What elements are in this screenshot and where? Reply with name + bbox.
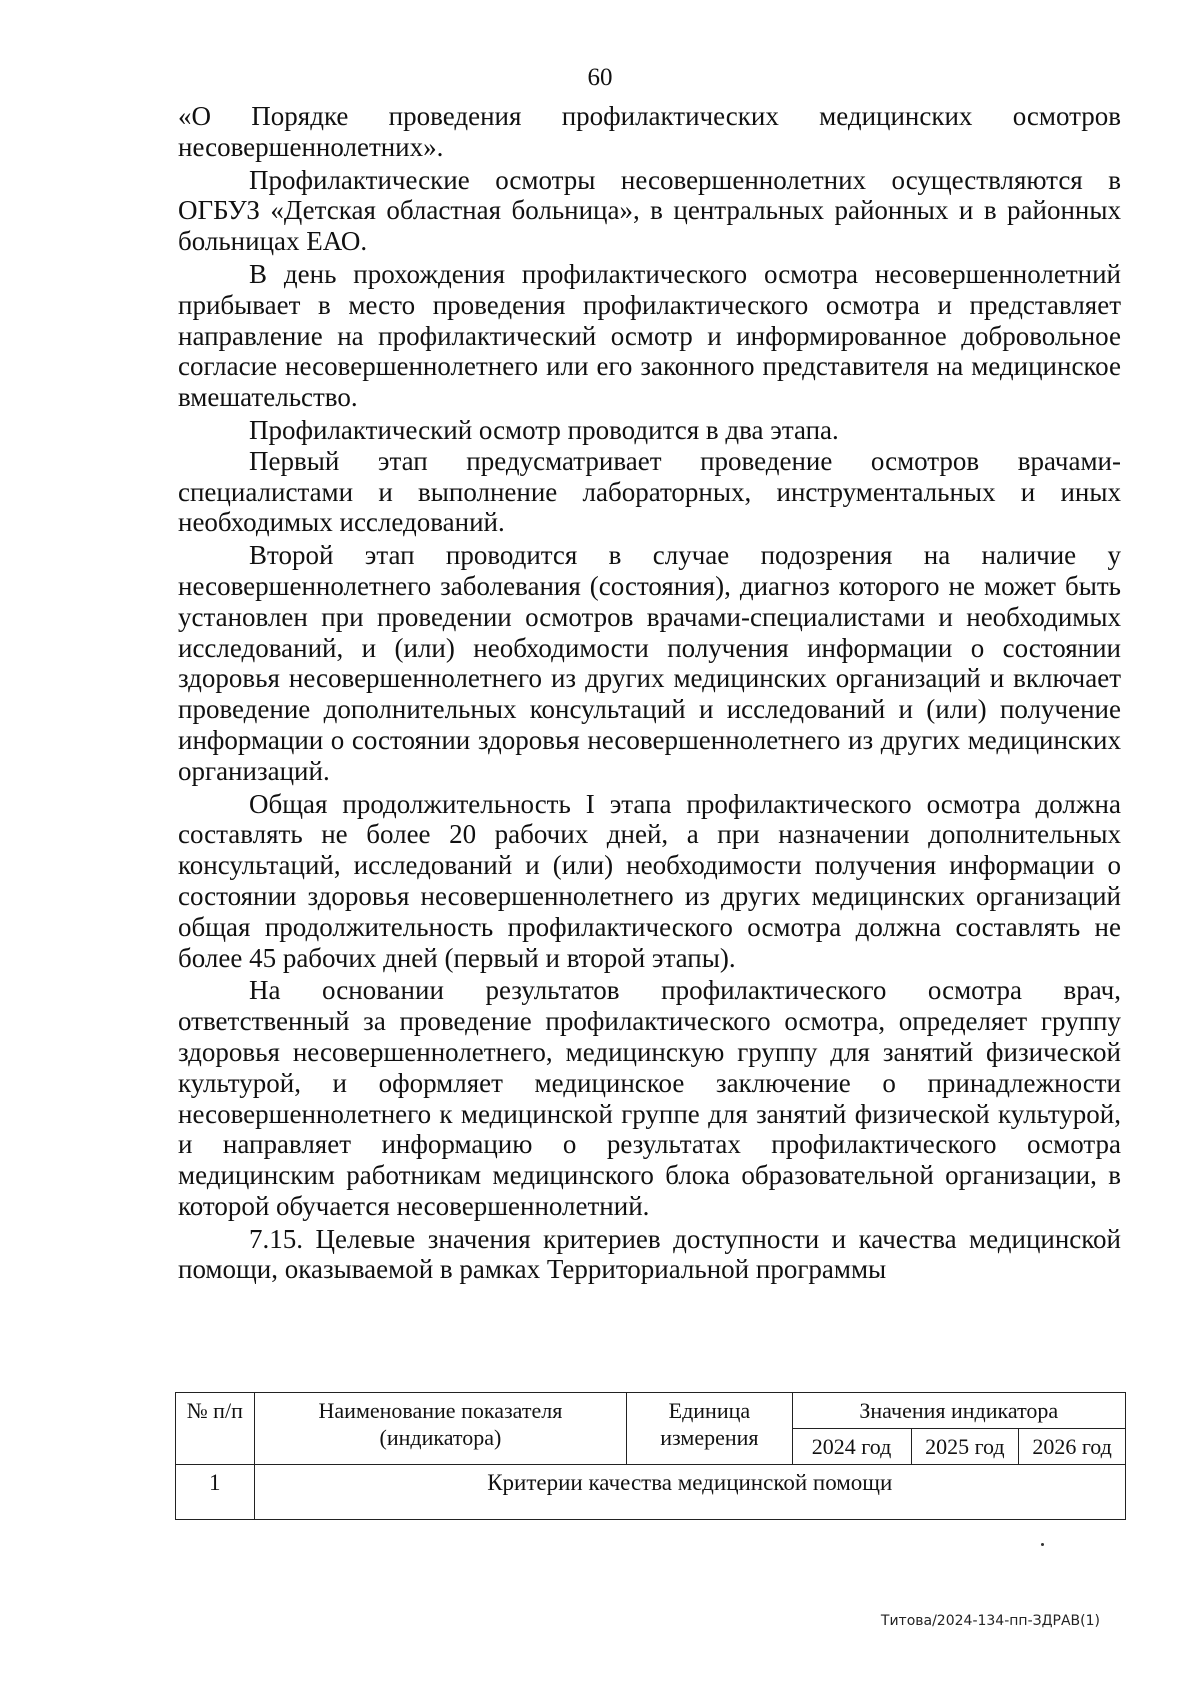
table-row [176, 1465, 1126, 1520]
row-num: 1 [176, 1465, 255, 1520]
header-year-2026: 2026 год [1019, 1429, 1126, 1465]
page-number: 60 [587, 64, 613, 91]
header-year-2024: 2024 год [792, 1429, 911, 1465]
paragraph: Профилактические осмотры несовершеннолетних осуществляются в ОГБУЗ «Детская областная больница», в центральных районных и в районных больницах ЕАО. [178, 164, 1121, 257]
paragraph: «О Порядке проведения профилактических медицинских осмотров несовершеннолетних». [178, 101, 1121, 162]
document-code: Титова/2024-134-пп-ЗДРАВ(1) [880, 1613, 1100, 1629]
scan-artifact [1041, 1543, 1044, 1546]
header-num: № п/п [176, 1393, 255, 1465]
paragraph: 7.15. Целевые значения критериев доступности и качества медицинской помощи, оказываемой в рамках Территориальной программы [178, 1223, 1121, 1285]
header-name: Наименование показателя (индикатора) [254, 1393, 627, 1465]
body-text [178, 101, 1121, 1287]
indicators-table [175, 1392, 1126, 1520]
paragraph: На основании результатов профилактического осмотра врач, ответственный за проведение профилактического осмотра, определяет группу здоровья несовершеннолетнего, медицинскую группу для занятий физической культурой, и оформляет медицинское заключение о принадлежности несовершеннолетнего к медицинской группе для занятий физической культурой, и направляет информацию о результатах профилактического осмотра медицинским работникам медицинского блока образовательной организации, в которой обучается несовершеннолетний. [178, 975, 1121, 1221]
paragraph: Первый этап предусматривает проведение осмотров врачами-специалистами и выполнение лабораторных, инструментальных и иных необходимых исследований. [178, 445, 1121, 538]
paragraph: Второй этап проводится в случае подозрения на наличие у несовершеннолетнего заболевания (состояния), диагноз которого не может быть установлен при проведении осмотров врачами-специалистами и необходимых исследований, и (или) необходимости получения информации о состоянии здоровья несовершеннолетнего из других медицинских организаций и включает проведение дополнительных консультаций и исследований и (или) получение информации о состоянии здоровья несовершеннолетнего из других медицинских организаций. [178, 540, 1121, 786]
row-section-title: Критерии качества медицинской помощи [254, 1465, 1125, 1520]
header-unit: Единица измерения [627, 1393, 792, 1465]
paragraph: Общая продолжительность I этапа профилактического осмотра должна составлять не более 20 рабочих дней, а при назначении дополнительных консультаций, исследований и (или) необходимости получения информации о состоянии здоровья несовершеннолетнего из других медицинских организаций общая продолжительность профилактического осмотра должна составлять не более 45 рабочих дней (первый и второй этапы). [178, 788, 1121, 973]
paragraph: В день прохождения профилактического осмотра несовершеннолетний прибывает в место проведения профилактического осмотра и представляет направление на профилактический осмотр и информированное добровольное согласие несовершеннолетнего или его законного представителя на медицинское вмешательство. [178, 258, 1121, 413]
header-values-group: Значения индикатора [792, 1393, 1126, 1429]
header-year-2025: 2025 год [911, 1429, 1019, 1465]
paragraph: Профилактический осмотр проводится в два этапа. [249, 414, 839, 445]
